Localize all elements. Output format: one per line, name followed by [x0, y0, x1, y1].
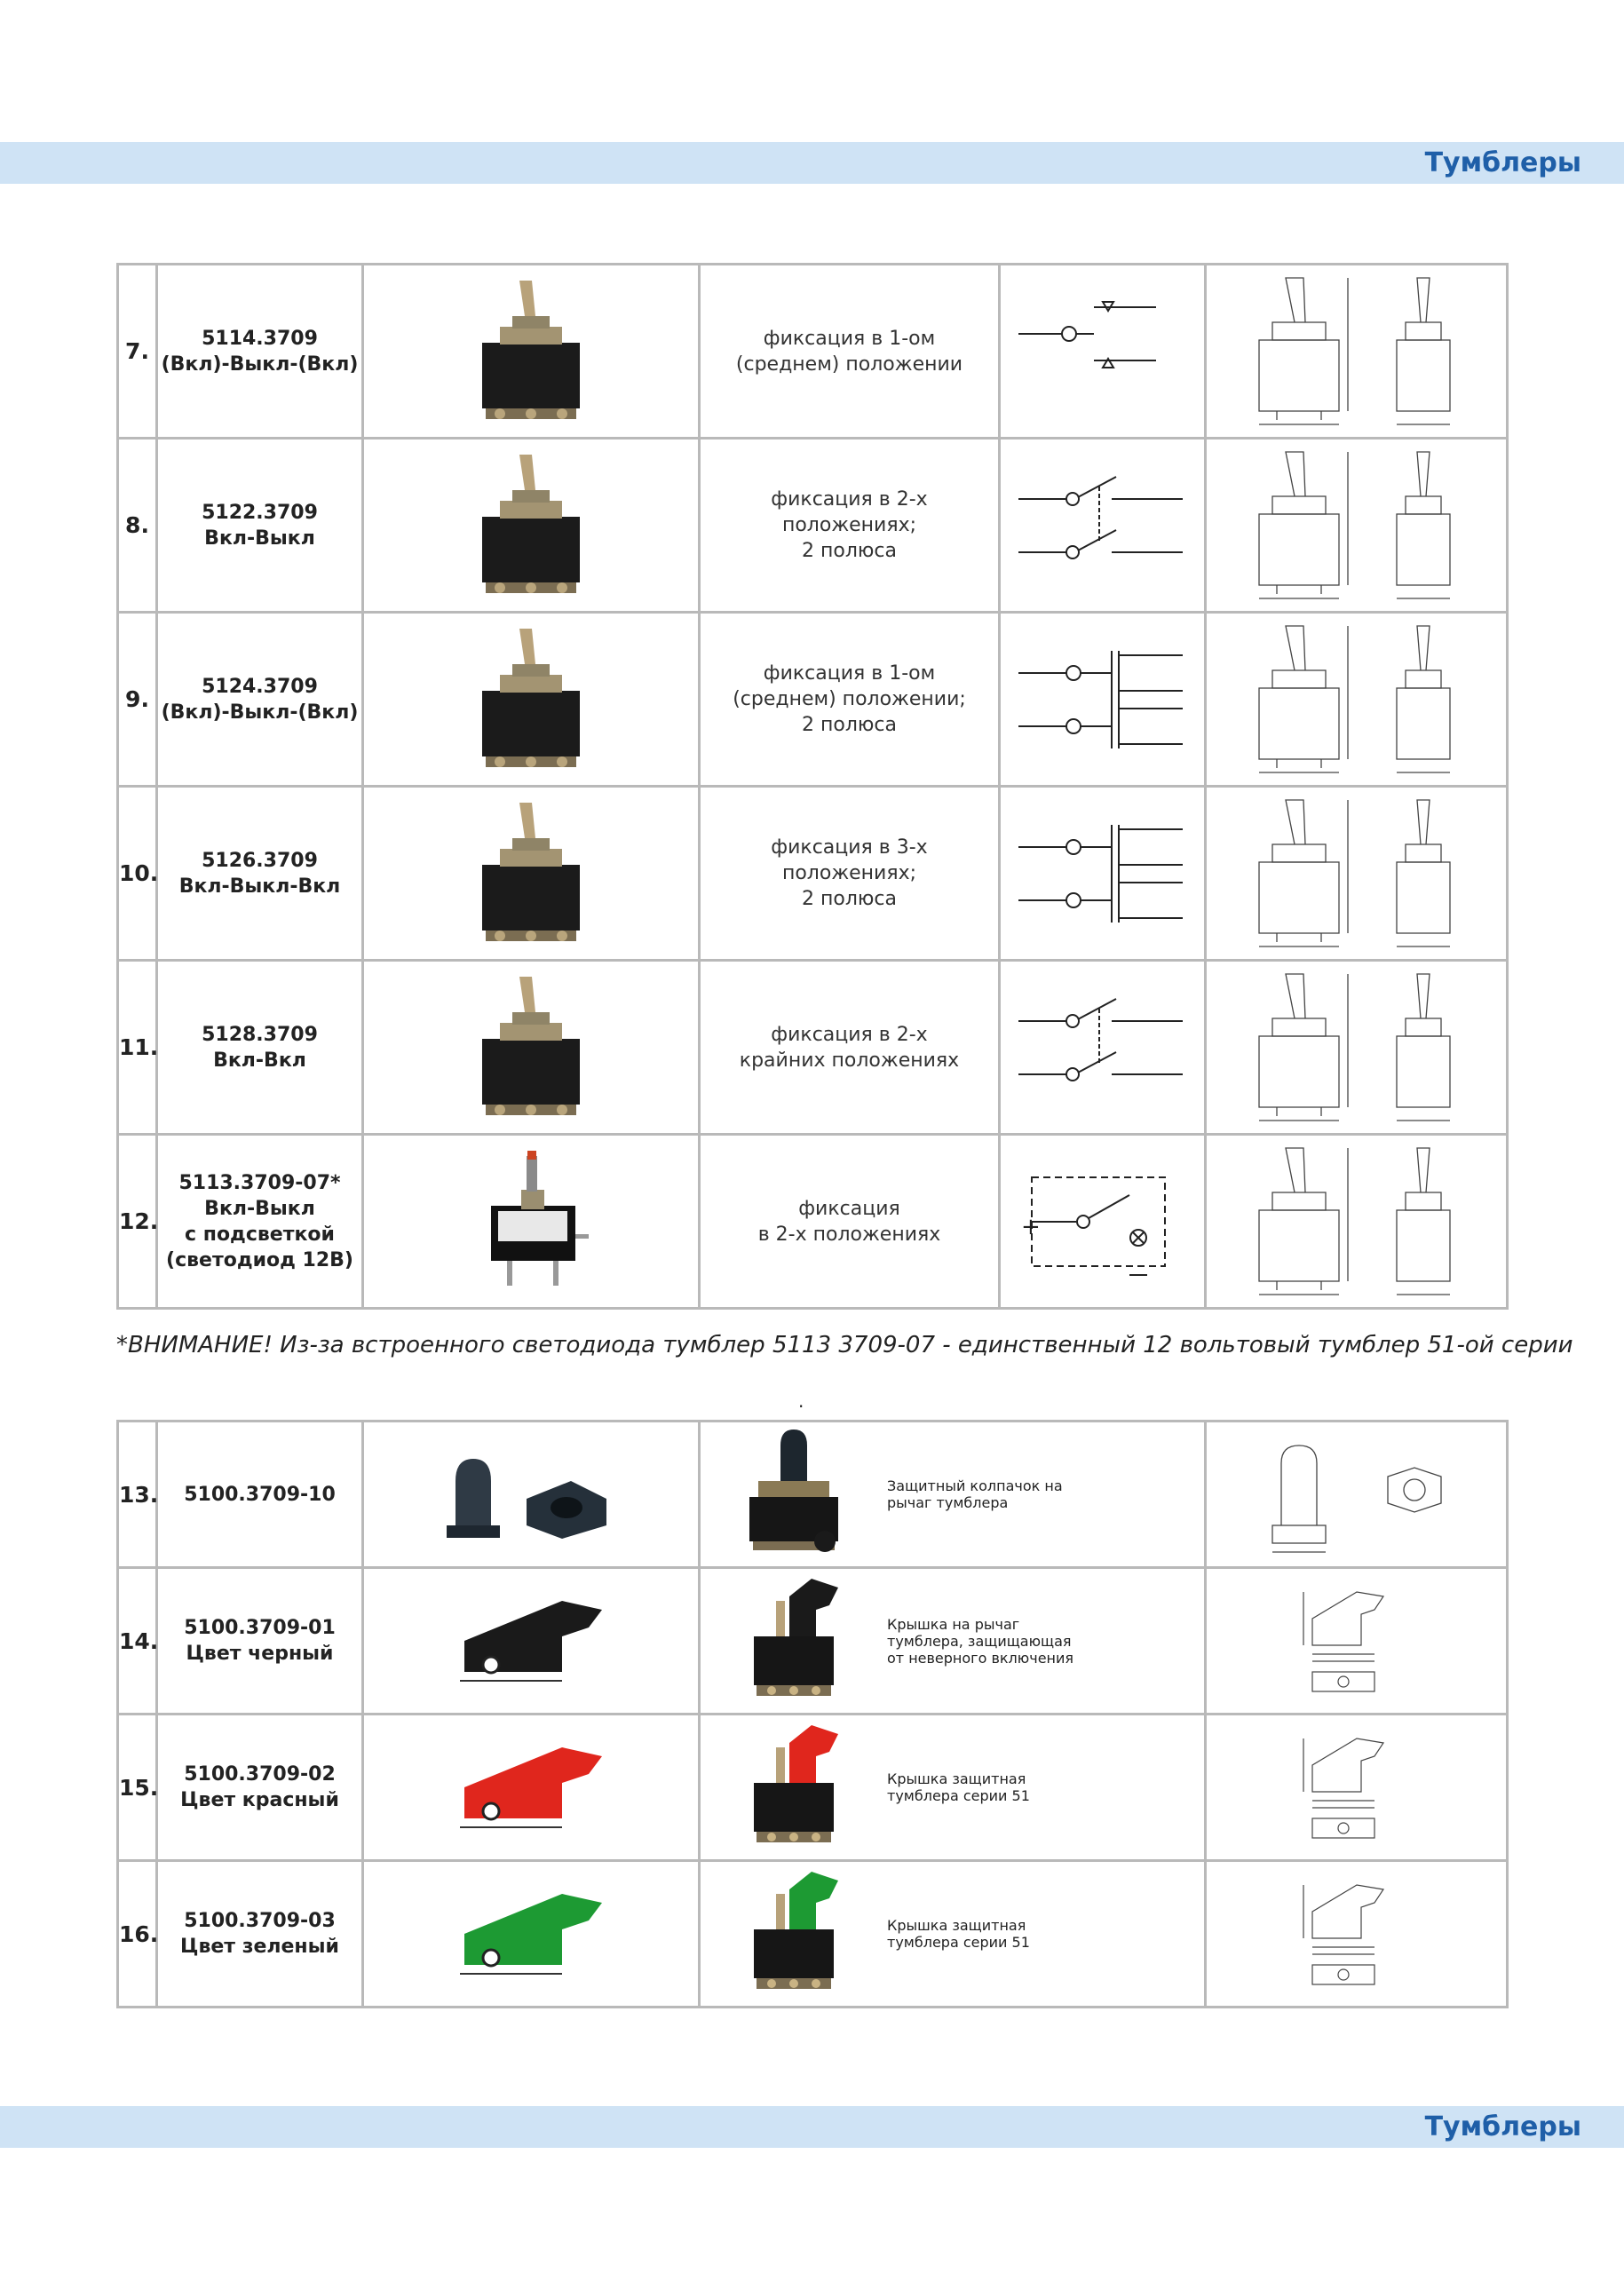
drawing-cell: [1206, 787, 1508, 961]
row-number: 13.: [118, 1422, 157, 1568]
description: [700, 265, 1000, 439]
text-line: 5126.3709: [202, 849, 318, 872]
text-line: Вкл-Выкл: [204, 1197, 315, 1220]
product-code: [157, 1861, 363, 2008]
scheme-cell: [1000, 961, 1206, 1135]
row-number: 16.: [118, 1861, 157, 2008]
mounted-desc-cell: [700, 1422, 1206, 1568]
text-line: (Вкл)-Выкл-(Вкл): [161, 701, 359, 724]
row-number: 10.: [118, 787, 157, 961]
cover-photo: [456, 1592, 606, 1690]
description: [887, 1616, 1073, 1667]
dimension-drawing: [1295, 1876, 1419, 1992]
row-number: 7.: [118, 265, 157, 439]
text-line: положениях;: [781, 862, 917, 884]
covers-table: [116, 1420, 1509, 2008]
product-code: [157, 787, 363, 961]
text-line: фиксация в 2-х: [771, 488, 928, 511]
text-line: 5100.3709-02: [184, 1763, 336, 1786]
text-line: рычаг тумблера: [887, 1494, 1009, 1511]
header-title: Тумблеры: [1424, 147, 1581, 178]
table-row: [118, 1715, 1508, 1861]
drawing-cell: [1206, 1715, 1508, 1861]
separator-dot: .: [798, 1390, 804, 1412]
switch-photo: [473, 803, 589, 945]
product-code: [157, 1568, 363, 1715]
wiring-scheme-icon: [1014, 463, 1192, 588]
cover-photo: [456, 1885, 606, 1983]
dimension-drawing: [1295, 1730, 1419, 1845]
scheme-cell: [1000, 265, 1206, 439]
text-line: тумблера, защищающая: [887, 1632, 1072, 1650]
text-line: Цвет черный: [186, 1643, 334, 1665]
text-line: положениях;: [781, 514, 917, 536]
text-line: Крышка на рычаг: [887, 1615, 1020, 1633]
text-line: Цвет красный: [180, 1789, 339, 1811]
text-line: тумблера серии 51: [887, 1787, 1030, 1804]
cover-photo: [456, 1738, 606, 1836]
text-line: Крышка защитная: [887, 1770, 1026, 1787]
wiring-scheme-icon: [1014, 638, 1192, 762]
dimension-drawing: [1295, 1583, 1419, 1699]
drawing-cell: [1206, 1861, 1508, 2008]
text-line: 2 полюса: [802, 540, 897, 562]
switch-photo: [473, 629, 589, 771]
description: [700, 787, 1000, 961]
product-code: [157, 961, 363, 1135]
text-line: Вкл-Вкл: [213, 1049, 306, 1072]
table-row: [118, 265, 1508, 439]
scheme-cell: [1000, 439, 1206, 613]
text-line: 2 полюса: [802, 714, 897, 736]
text-line: крайних положениях: [739, 1049, 960, 1072]
description: [700, 1135, 1000, 1309]
text-line: 5114.3709: [202, 327, 318, 350]
photo-cell: [363, 1715, 700, 1861]
text-line: фиксация в 1-ом: [763, 662, 936, 685]
wiring-scheme-icon: [1014, 289, 1192, 414]
table-row: [118, 1568, 1508, 1715]
scheme-cell: [1000, 787, 1206, 961]
photo-cell: [363, 265, 700, 439]
switch-photo: [473, 281, 589, 423]
dimension-drawing: [1224, 269, 1490, 433]
row-number: 14.: [118, 1568, 157, 1715]
row-number: 11.: [118, 961, 157, 1135]
text-line: 5100.3709-01: [184, 1617, 336, 1639]
photo-cell: [363, 1135, 700, 1309]
photo-cell: [363, 613, 700, 787]
product-code: [157, 1135, 363, 1309]
switch-photo: [473, 1151, 589, 1293]
description: [700, 961, 1000, 1135]
row-number: 12.: [118, 1135, 157, 1309]
table-row: [118, 1861, 1508, 2008]
drawing-cell: [1206, 1135, 1508, 1309]
text-line: Защитный колпачок на: [887, 1477, 1063, 1494]
text-line: от неверного включения: [887, 1649, 1074, 1667]
switch-photo: [473, 977, 589, 1119]
text-line: с подсветкой: [185, 1223, 335, 1246]
text-line: 5128.3709: [202, 1023, 318, 1046]
photo-cell: [363, 1861, 700, 2008]
text-line: 5100.3709-10: [184, 1483, 336, 1506]
text-line: тумблера серии 51: [887, 1934, 1030, 1951]
cap-mounted-photo: [741, 1428, 847, 1561]
footer-band: [0, 2106, 1624, 2148]
svg-text:+: +: [1020, 1213, 1041, 1240]
description: [887, 1477, 1063, 1511]
text-line: Вкл-Выкл: [204, 527, 315, 550]
drawing-cell: [1206, 439, 1508, 613]
scheme-cell: [1000, 613, 1206, 787]
footnote: *ВНИМАНИЕ! Из-за встроенного светодиода тумблер 5113 3709-07 - единственный 12 вольтовый тумблер 51-ой серии: [116, 1332, 1573, 1358]
row-number: 15.: [118, 1715, 157, 1861]
text-line: (среднем) положении: [735, 352, 963, 376]
text-line: 5113.3709-07*: [178, 1171, 341, 1194]
text-line: (светодиод 12В): [166, 1248, 353, 1271]
wiring-scheme-icon: [1014, 812, 1192, 936]
cover-mounted-photo: [741, 1867, 847, 2000]
table-row: [118, 961, 1508, 1135]
cover-mounted-photo: [741, 1721, 847, 1854]
product-code: [157, 613, 363, 787]
text-line: в 2-х положениях: [757, 1223, 941, 1246]
cap-photo: [429, 1445, 633, 1543]
description: [887, 1770, 1030, 1804]
text-line: фиксация в 2-х: [771, 1023, 928, 1046]
dimension-drawing: [1224, 617, 1490, 781]
drawing-cell: [1206, 613, 1508, 787]
product-code: [157, 439, 363, 613]
footer-title: Тумблеры: [1424, 2111, 1581, 2142]
photo-cell: [363, 1422, 700, 1568]
description: [887, 1917, 1030, 1951]
wiring-scheme-icon: [1014, 986, 1192, 1110]
text-line: 2 полюса: [802, 888, 897, 910]
description: [700, 439, 1000, 613]
table-row: [118, 439, 1508, 613]
product-code: [157, 1715, 363, 1861]
dimension-drawing: [1224, 965, 1490, 1129]
table-row: [118, 613, 1508, 787]
mounted-desc-cell: [700, 1568, 1206, 1715]
drawing-cell: [1206, 1568, 1508, 1715]
table-row: [118, 1135, 1508, 1309]
product-code: [157, 1422, 363, 1568]
cover-mounted-photo: [741, 1574, 847, 1707]
photo-cell: [363, 439, 700, 613]
switch-photo: [473, 455, 589, 597]
mounted-desc-cell: [700, 1861, 1206, 2008]
table-row: [118, 787, 1508, 961]
text-line: фиксация: [798, 1197, 900, 1220]
drawing-cell: [1206, 265, 1508, 439]
photo-cell: [363, 961, 700, 1135]
product-code: [157, 265, 363, 439]
row-number: 8.: [118, 439, 157, 613]
drawing-cell: [1206, 1422, 1508, 1568]
row-number: 9.: [118, 613, 157, 787]
text-line: (Вкл)-Выкл-(Вкл): [161, 352, 359, 376]
table-row: [118, 1422, 1508, 1568]
text-line: 5100.3709-03: [184, 1910, 336, 1932]
switches-table: [116, 263, 1509, 1310]
text-line: 5124.3709: [202, 675, 318, 698]
description: [700, 613, 1000, 787]
mounted-desc-cell: [700, 1715, 1206, 1861]
text-line: Вкл-Выкл-Вкл: [178, 875, 341, 898]
text-line: фиксация в 1-ом: [763, 327, 936, 350]
wiring-scheme-icon: [1014, 1160, 1192, 1284]
text-line: Цвет зеленый: [180, 1936, 339, 1958]
dimension-drawing: [1224, 791, 1490, 955]
text-line: Крышка защитная: [887, 1917, 1026, 1934]
text-line: 5122.3709: [202, 501, 318, 524]
scheme-cell: [1000, 1135, 1206, 1309]
dimension-drawing: [1224, 1139, 1490, 1303]
dimension-drawing: [1255, 1428, 1459, 1561]
text-line: фиксация в 3-х: [771, 836, 928, 859]
photo-cell: [363, 787, 700, 961]
header-band: [0, 142, 1624, 184]
photo-cell: [363, 1568, 700, 1715]
text-line: (среднем) положении;: [733, 688, 966, 710]
dimension-drawing: [1224, 443, 1490, 607]
drawing-cell: [1206, 961, 1508, 1135]
